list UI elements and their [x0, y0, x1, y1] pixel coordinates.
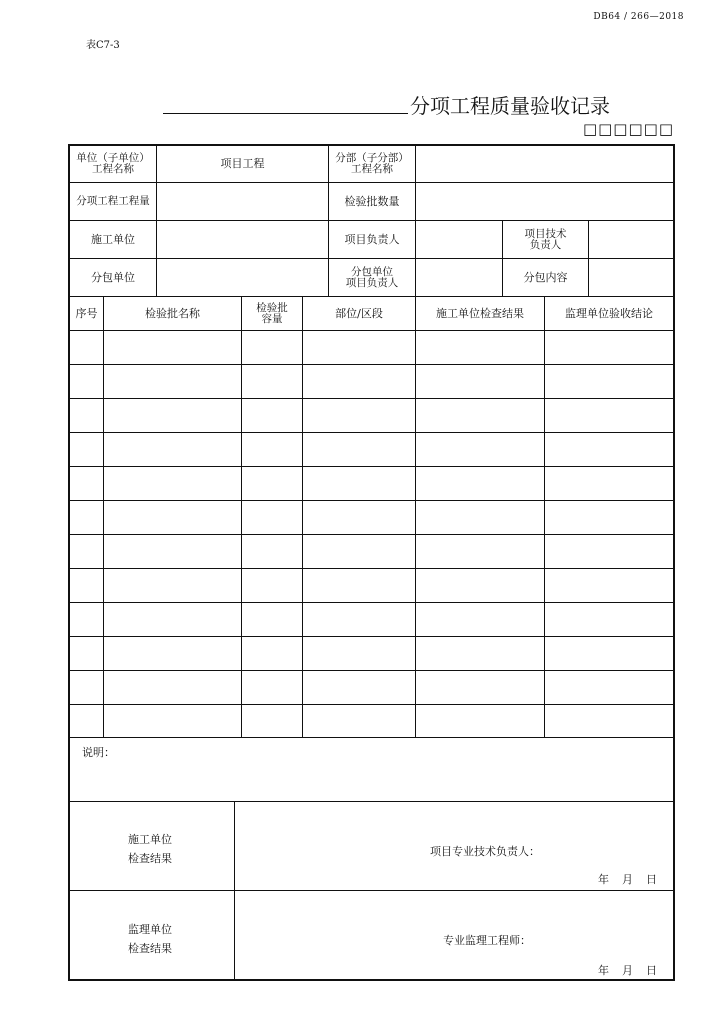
- table-cell[interactable]: [242, 535, 302, 568]
- table-cell[interactable]: [545, 433, 672, 466]
- table-cell[interactable]: [70, 331, 103, 364]
- table-cell[interactable]: [545, 467, 672, 500]
- subcontractor-value[interactable]: [157, 259, 328, 296]
- table-cell[interactable]: [242, 569, 302, 602]
- table-cell[interactable]: [545, 399, 672, 432]
- construction-signer-label: 项目专业技术负责人：: [430, 845, 540, 858]
- table-cell[interactable]: [416, 501, 544, 534]
- grid-line: [69, 890, 674, 891]
- table-cell[interactable]: [242, 399, 302, 432]
- table-cell[interactable]: [416, 365, 544, 398]
- table-cell[interactable]: [303, 433, 415, 466]
- table-cell[interactable]: [242, 671, 302, 704]
- table-cell[interactable]: [70, 603, 103, 636]
- tech-lead-label: 项目技术 负责人: [524, 227, 567, 251]
- table-cell[interactable]: [70, 501, 103, 534]
- sub-content-value[interactable]: [589, 259, 673, 296]
- table-cell[interactable]: [70, 535, 103, 568]
- grid-line: [69, 737, 674, 738]
- table-cell[interactable]: [416, 569, 544, 602]
- title-blank-line[interactable]: [163, 113, 408, 114]
- supervision-date-month: 月: [622, 964, 633, 977]
- batch-count-value[interactable]: [416, 183, 673, 220]
- table-cell[interactable]: [545, 569, 672, 602]
- contractor-value[interactable]: [157, 221, 328, 258]
- table-cell[interactable]: [545, 365, 672, 398]
- table-cell[interactable]: [303, 467, 415, 500]
- subcontractor-label: 分包单位: [91, 270, 135, 284]
- table-cell[interactable]: [303, 569, 415, 602]
- standard-number: DB64 / 266—2018: [593, 12, 684, 22]
- table-cell[interactable]: [104, 467, 241, 500]
- table-cell[interactable]: [104, 603, 241, 636]
- col-header-capacity: 检验批 容量: [256, 301, 288, 325]
- table-cell[interactable]: [242, 603, 302, 636]
- contractor-label: 施工单位: [91, 232, 135, 246]
- tech-lead-value[interactable]: [589, 221, 673, 258]
- notes-field[interactable]: [70, 760, 673, 800]
- sub-quantity-value[interactable]: [157, 183, 328, 220]
- serial-number-boxes[interactable]: □□□□□□: [582, 120, 674, 138]
- table-cell[interactable]: [104, 433, 241, 466]
- unit-name-value[interactable]: 项目工程: [220, 157, 265, 170]
- table-cell[interactable]: [416, 467, 544, 500]
- col-header-index: 序号: [75, 306, 98, 320]
- table-cell[interactable]: [104, 399, 241, 432]
- table-cell[interactable]: [104, 365, 241, 398]
- table-cell[interactable]: [70, 365, 103, 398]
- table-cell[interactable]: [242, 637, 302, 670]
- table-cell[interactable]: [242, 705, 302, 737]
- table-cell[interactable]: [70, 399, 103, 432]
- unit-name-label: 单位（子单位） 工程名称: [76, 152, 150, 175]
- sub-content-label: 分包内容: [523, 270, 568, 284]
- table-cell[interactable]: [416, 535, 544, 568]
- sub-name-value[interactable]: [416, 146, 673, 182]
- table-cell[interactable]: [545, 535, 672, 568]
- table-cell[interactable]: [242, 365, 302, 398]
- table-cell[interactable]: [70, 671, 103, 704]
- table-cell[interactable]: [303, 671, 415, 704]
- table-cell[interactable]: [303, 603, 415, 636]
- table-cell[interactable]: [545, 501, 672, 534]
- construction-label-line1: 施工单位: [128, 833, 172, 846]
- table-cell[interactable]: [303, 399, 415, 432]
- construction-date-month: 月: [622, 873, 633, 886]
- table-cell[interactable]: [70, 467, 103, 500]
- table-cell[interactable]: [303, 331, 415, 364]
- table-cell[interactable]: [242, 433, 302, 466]
- table-cell[interactable]: [242, 467, 302, 500]
- col-header-batch-name: 检验批名称: [145, 306, 200, 320]
- supervision-date-day: 日: [646, 964, 657, 977]
- form-code: 表C7-3: [86, 40, 120, 51]
- table-cell[interactable]: [104, 535, 241, 568]
- table-cell[interactable]: [303, 637, 415, 670]
- table-cell[interactable]: [303, 535, 415, 568]
- sub-pm-value[interactable]: [416, 259, 502, 296]
- table-cell[interactable]: [104, 671, 241, 704]
- sub-quantity-label: 分项工程工程量: [76, 195, 150, 207]
- table-cell[interactable]: [416, 331, 544, 364]
- table-cell[interactable]: [104, 331, 241, 364]
- construction-label-line2: 检查结果: [128, 852, 172, 865]
- page-title: 分项工程质量验收记录: [410, 94, 610, 118]
- table-cell[interactable]: [242, 331, 302, 364]
- table-cell[interactable]: [416, 705, 544, 737]
- supervision-signer-label: 专业监理工程师：: [443, 934, 531, 947]
- table-cell[interactable]: [104, 569, 241, 602]
- table-cell[interactable]: [416, 399, 544, 432]
- table-cell[interactable]: [545, 671, 672, 704]
- table-cell[interactable]: [303, 705, 415, 737]
- construction-date-day: 日: [646, 873, 657, 886]
- supervision-label-line1: 监理单位: [128, 923, 172, 936]
- table-cell[interactable]: [303, 501, 415, 534]
- table-cell[interactable]: [416, 671, 544, 704]
- table-cell[interactable]: [70, 433, 103, 466]
- table-cell[interactable]: [545, 603, 672, 636]
- table-cell[interactable]: [545, 705, 672, 737]
- col-header-contractor-result: 施工单位检查结果: [436, 306, 524, 320]
- table-cell[interactable]: [70, 637, 103, 670]
- sub-name-label: 分部（子分部） 工程名称: [335, 152, 409, 175]
- table-cell[interactable]: [545, 637, 672, 670]
- table-cell[interactable]: [104, 637, 241, 670]
- table-cell[interactable]: [303, 365, 415, 398]
- table-cell[interactable]: [104, 705, 241, 737]
- pm-value[interactable]: [416, 221, 502, 258]
- table-cell[interactable]: [545, 331, 672, 364]
- construction-date-year: 年: [598, 873, 609, 886]
- supervision-date-year: 年: [598, 964, 609, 977]
- col-header-location: 部位/区段: [335, 306, 383, 320]
- table-cell[interactable]: [104, 501, 241, 534]
- supervision-label-line2: 检查结果: [128, 942, 172, 955]
- table-cell[interactable]: [416, 637, 544, 670]
- table-cell[interactable]: [416, 603, 544, 636]
- table-cell[interactable]: [70, 569, 103, 602]
- sub-pm-label: 分包单位 项目负责人: [345, 265, 399, 289]
- table-cell[interactable]: [70, 705, 103, 737]
- notes-label: 说明：: [82, 746, 115, 759]
- table-cell[interactable]: [242, 501, 302, 534]
- batch-count-label: 检验批数量: [344, 194, 400, 208]
- table-cell[interactable]: [416, 433, 544, 466]
- pm-label: 项目负责人: [344, 232, 400, 246]
- col-header-supervisor-conclusion: 监理单位验收结论: [565, 306, 653, 320]
